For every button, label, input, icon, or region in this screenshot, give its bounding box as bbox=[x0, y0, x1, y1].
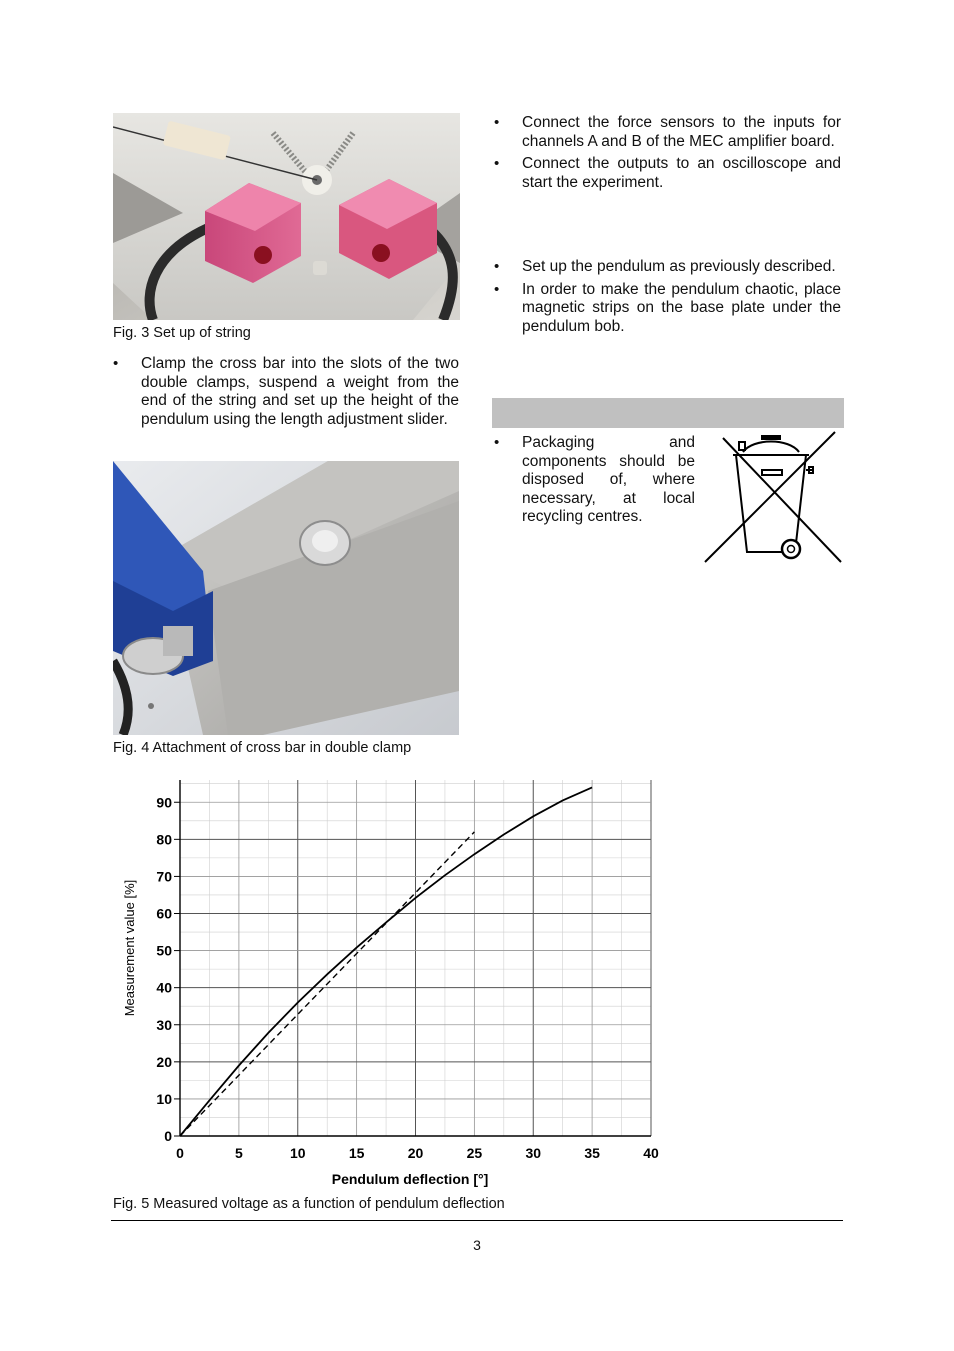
section-heading-bar bbox=[492, 398, 844, 428]
x-tick-label: 15 bbox=[348, 1145, 365, 1161]
chart-ticks bbox=[156, 780, 659, 1161]
x-tick-label: 30 bbox=[525, 1145, 542, 1161]
y-tick-label: 70 bbox=[156, 868, 172, 885]
footer-rule bbox=[111, 1220, 843, 1221]
list-item: • Clamp the cross bar into the slots of the two double clamps, suspend a weight from the end of the string and set up the height of the pendulum using the length adjustment slider. bbox=[111, 355, 459, 429]
right-bullet-list-top bbox=[492, 114, 841, 192]
fig5-caption: Fig. 5 Measured voltage as a function of pendulum deflection bbox=[113, 1196, 505, 1212]
list-item: • In order to make the pendulum chaotic, place magnetic strips on the base plate under the pendulum bob. bbox=[492, 281, 841, 337]
y-tick-label: 0 bbox=[164, 1128, 172, 1144]
y-tick-label: 40 bbox=[156, 979, 172, 996]
y-tick-label: 10 bbox=[156, 1090, 172, 1107]
fig3-photo bbox=[113, 113, 460, 320]
list-item: • Set up the pendulum as previously described. bbox=[492, 258, 841, 277]
x-tick-label: 40 bbox=[643, 1145, 659, 1161]
right-bullet-list-mid bbox=[492, 258, 841, 336]
left-bullet-list bbox=[111, 355, 459, 429]
x-tick-label: 10 bbox=[289, 1145, 306, 1161]
y-tick-label: 90 bbox=[156, 794, 172, 811]
fig4-photo bbox=[113, 461, 459, 735]
x-tick-label: 5 bbox=[234, 1145, 243, 1161]
y-tick-label: 60 bbox=[156, 905, 172, 922]
page-number: 3 bbox=[473, 1237, 481, 1253]
crossed-bin-icon bbox=[703, 430, 843, 565]
x-tick-label: 25 bbox=[466, 1145, 483, 1161]
chart-grid bbox=[180, 780, 651, 1136]
y-axis-label: Measurement value [%] bbox=[122, 879, 137, 1017]
deflection-chart bbox=[115, 770, 675, 1195]
y-tick-label: 20 bbox=[156, 1053, 172, 1070]
x-tick-label: 35 bbox=[584, 1145, 600, 1161]
disposal-bullet-list bbox=[492, 434, 695, 527]
y-tick-label: 50 bbox=[156, 942, 172, 959]
y-tick-label: 80 bbox=[156, 831, 172, 848]
fig3-caption: Fig. 3 Set up of string bbox=[113, 325, 251, 341]
list-item: • Connect the force sensors to the inputs for channels A and B of the MEC amplifier board. bbox=[492, 114, 841, 151]
x-tick-label: 0 bbox=[176, 1145, 184, 1161]
list-item: • Connect the outputs to an oscilloscope and start the experiment. bbox=[492, 155, 841, 192]
x-tick-label: 20 bbox=[407, 1145, 424, 1161]
fig4-caption: Fig. 4 Attachment of cross bar in double clamp bbox=[113, 740, 412, 756]
y-tick-label: 30 bbox=[156, 1016, 172, 1033]
list-item: • Packaging and components should be disposed of, where necessary, at local recycling centres. bbox=[492, 434, 695, 527]
x-axis-label: Pendulum deflection [°] bbox=[331, 1171, 489, 1187]
